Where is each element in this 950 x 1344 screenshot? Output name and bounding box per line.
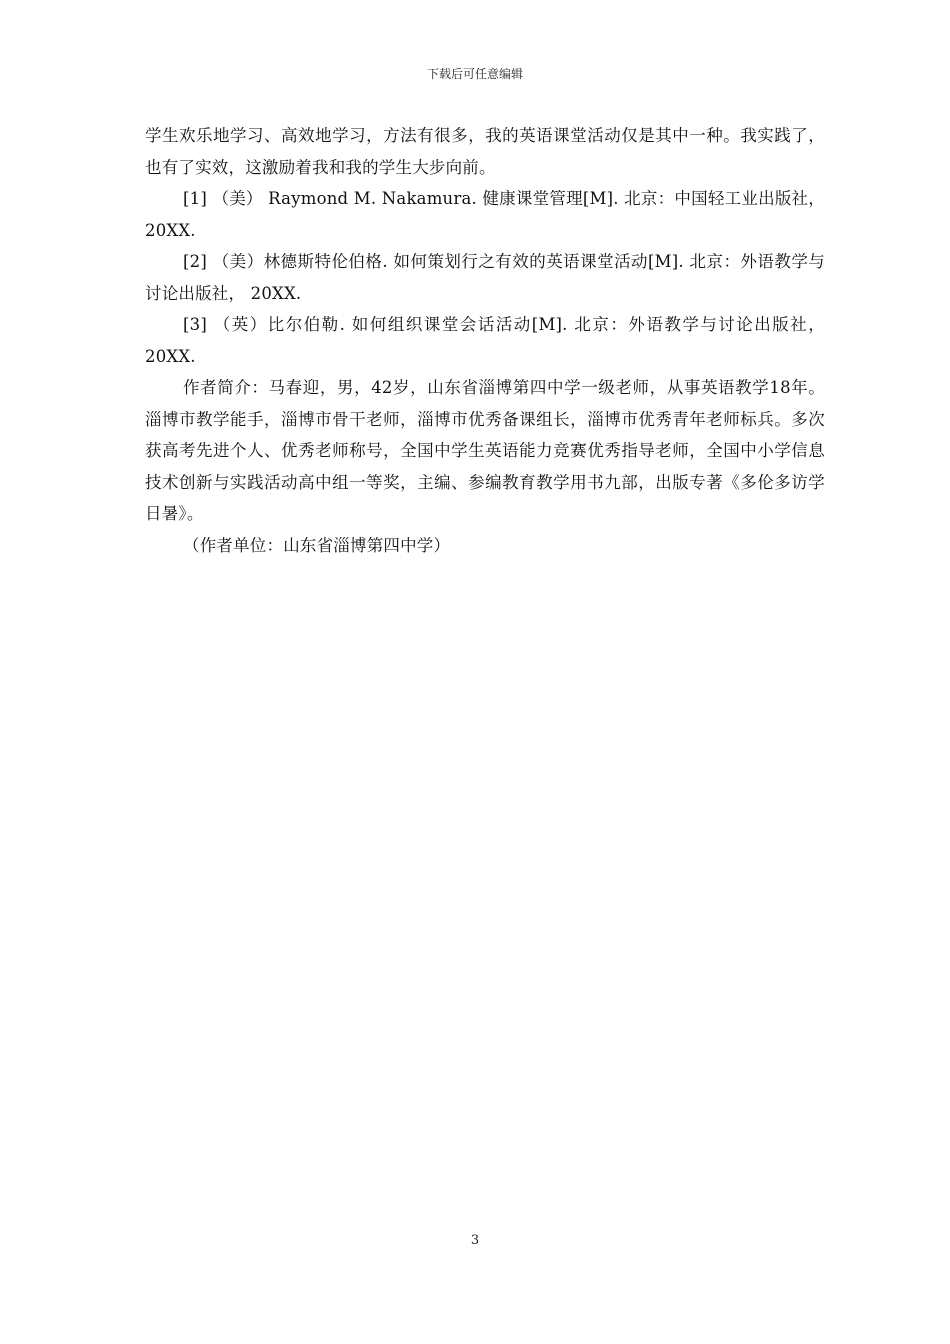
author-affiliation: （作者单位：山东省淄博第四中学） [183,535,451,555]
reference-2: [2] （美）林德斯特伦伯格. 如何策划行之有效的英语课堂活动[M]. 北京：外语教学与讨论出版社， 20XX. [145,252,825,303]
reference-1: [1] （美） Raymond M. Nakamura. 健康课堂管理[M]. 北京：中国轻工业出版社， 20XX. [145,189,825,240]
author-bio: 作者简介：马春迎，男，42岁，山东省淄博第四中学一级老师，从事英语教学18年。淄博市教学能手，淄博市骨干老师，淄博市优秀备课组长，淄博市优秀青年老师标兵。多次获高考先进个人、优秀老师称号，全国中学生英语能力竞赛优秀指导老师，全国中小学信息技术创新与实践活动高中组一等奖，主编、参编教育教学用书九部，出版专著《多伦多访学日暑》。 [145,378,825,523]
document-body [145,120,825,561]
page-header: 下载后可任意编辑 [426,67,523,81]
page-number: 3 [470,1233,480,1248]
closing-paragraph: 学生欢乐地学习、高效地学习，方法有很多，我的英语课堂活动仅是其中一种。我实践了，也有了实效，这激励着我和我的学生大步向前。 [145,126,825,177]
reference-3: [3] （英）比尔伯勒. 如何组织课堂会话活动[M]. 北京：外语教学与讨论出版社， 20XX. [145,315,825,366]
